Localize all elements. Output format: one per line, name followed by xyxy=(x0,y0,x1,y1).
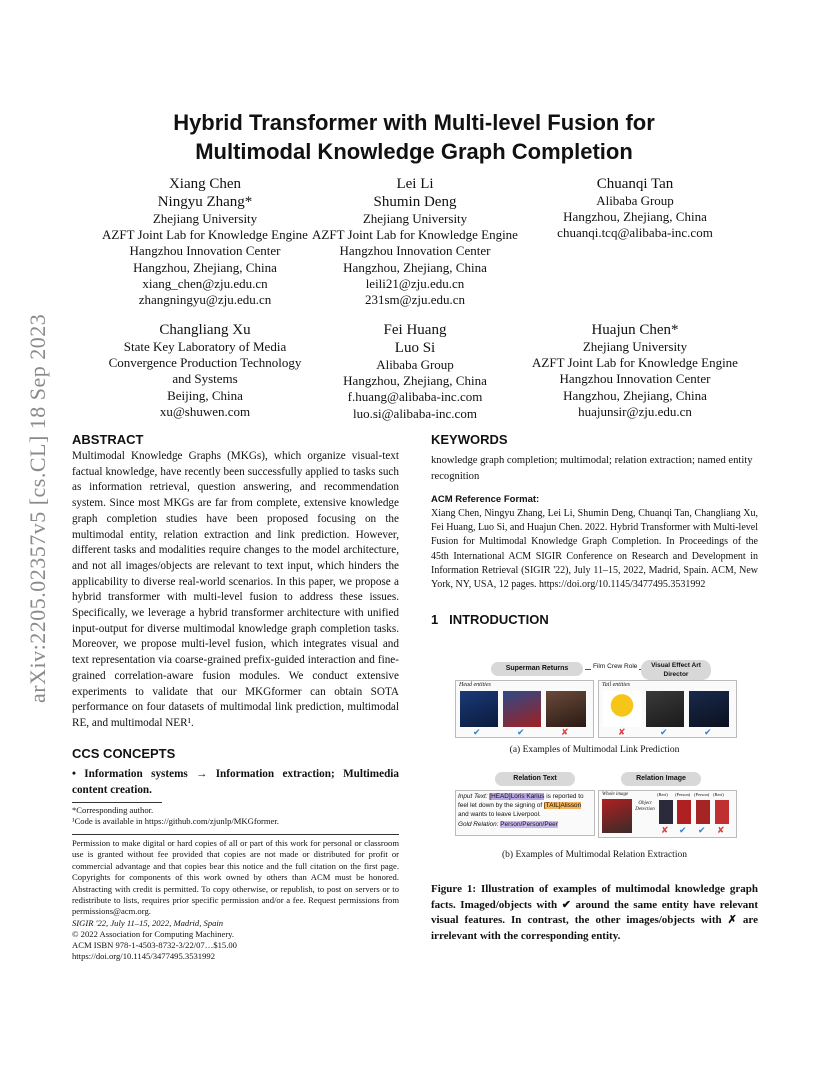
author-name: Luo Si xyxy=(394,340,436,356)
affiliation: Alibaba Group xyxy=(376,357,454,372)
email: leili21@zju.edu.cn xyxy=(365,275,465,291)
head-entities-label: Head entities xyxy=(459,682,491,688)
email: luo.si@alibaba-inc.com xyxy=(353,405,477,421)
relation-label: Film Crew Role xyxy=(593,663,638,670)
check-icon: ✔ xyxy=(517,728,525,738)
author-name: Fei Huang xyxy=(383,322,447,338)
tail-entity-pill: Visual Effect Art Director xyxy=(641,660,711,680)
head-entity-pill: Superman Returns xyxy=(491,662,583,676)
image-thumbnail xyxy=(603,691,641,727)
affiliation: Zhejiang University xyxy=(582,339,688,354)
abstract-heading: ABSTRACT xyxy=(72,432,144,447)
object-thumbnail xyxy=(696,800,710,824)
check-icon: ✔ xyxy=(679,826,687,836)
title-line-1: Hybrid Transformer with Multi-level Fusion for xyxy=(173,110,655,135)
arxiv-watermark: arXiv:2205.02357v5 [cs.CL] 18 Sep 2023 xyxy=(25,313,50,703)
image-thumbnail xyxy=(503,691,541,727)
email: chuanqi.tcq@alibaba-inc.com xyxy=(557,225,713,241)
tail-entities-label: Tail entities xyxy=(602,682,630,688)
image-thumbnail xyxy=(460,691,498,727)
object-detection-label: Object Detection xyxy=(635,801,655,812)
acm-ref-text: Xiang Chen, Ningyu Zhang, Lei Li, Shumin Deng, Chuanqi Tan, Changliang Xu, Fei Huang, Luo Si, and Huajun Chen. 2022. Hybrid Transformer with Multi-level Fusion for Multimodal Knowledge Graph Completion. In Proceedings of the 45th International ACM SIGIR Conference on Research and Development in Information Retrieval (SIGIR '22), July 11–15, 2022, Madrid, Spain. ACM, New York, NY, USA, 12 pages. https://doi.org/10.1145/3477495.3531992 xyxy=(431,508,758,591)
affiliation: Hangzhou Innovation Center xyxy=(129,243,281,259)
check-icon: ✔ xyxy=(660,728,668,738)
figure-1b-caption: (b) Examples of Multimodal Relation Extraction xyxy=(502,850,687,860)
object-thumbnail xyxy=(659,800,673,824)
conference-line: SIGIR '22, July 11–15, 2022, Madrid, Spain xyxy=(72,918,224,928)
author-name: Lei Li xyxy=(396,176,434,192)
keywords-heading: KEYWORDS xyxy=(431,432,508,447)
author-name: Chuanqi Tan xyxy=(596,176,674,192)
relation-text-panel xyxy=(455,790,595,836)
image-thumbnail xyxy=(689,691,729,727)
affiliation: State Key Laboratory of Media xyxy=(123,339,287,354)
cross-icon: ✘ xyxy=(717,826,725,836)
location: Hangzhou, Zhejiang, China xyxy=(133,259,277,275)
cross-icon: ✘ xyxy=(618,728,626,738)
check-icon: ✔ xyxy=(473,728,481,738)
object-label: (Bert) xyxy=(713,792,724,797)
title-line-2: Multimodal Knowledge Graph Completion xyxy=(195,139,633,164)
object-label: (Person) xyxy=(694,792,710,797)
keywords-text: knowledge graph completion; multimodal; relation extraction; named entity recognition xyxy=(431,455,753,482)
affiliation: Hangzhou Innovation Center xyxy=(559,371,711,387)
location: Beijing, China xyxy=(167,387,243,403)
paper-title xyxy=(0,108,828,166)
whole-image-label: Whole image xyxy=(602,792,629,797)
permission-rule xyxy=(72,834,399,835)
object-label: (Bert) xyxy=(657,792,668,797)
input-text-label: Input Text: xyxy=(458,793,488,800)
relation-image-pill: Relation Image xyxy=(621,772,701,786)
relation-text-pill: Relation Text xyxy=(495,772,575,786)
footnote: *Corresponding author. xyxy=(72,805,154,815)
footnote: ¹Code is available in https://github.com/zjunlp/MKGformer. xyxy=(72,816,279,827)
section-number: 1 xyxy=(431,612,439,627)
isbn-line: ACM ISBN 978-1-4503-8732-3/22/07…$15.00 xyxy=(72,940,237,950)
object-label: (Person) xyxy=(675,792,691,797)
input-text: feel let down by the signing of xyxy=(458,802,544,810)
gold-relation: Person/Person/Peer xyxy=(500,820,558,828)
author-name: Xiang Chen xyxy=(168,176,242,192)
author-name: Huajun Chen* xyxy=(591,322,679,338)
image-thumbnail xyxy=(646,691,684,727)
location: Hangzhou, Zhejiang, China xyxy=(563,209,707,225)
affiliation: Hangzhou Innovation Center xyxy=(339,243,491,259)
check-icon: ✔ xyxy=(704,728,712,738)
gold-relation-label: Gold Relation: xyxy=(458,820,499,828)
affiliation: AZFT Joint Lab for Knowledge Engine xyxy=(532,355,738,371)
input-text: is reported to xyxy=(544,793,584,800)
location: Hangzhou, Zhejiang, China xyxy=(343,259,487,275)
affiliation: Alibaba Group xyxy=(596,193,674,208)
abstract-text: Multimodal Knowledge Graphs (MKGs), which organize visual-text factual knowledge, have recently been successfully applied to tasks such as information retrieval, question answering, and recommendation system. Since most MKGs are far from complete, extensive knowledge graph completion studies have been proposed focusing on the multimodal entity, relation extraction and link prediction. However, different tasks and modalities require changes to the model architecture, and not all images/objects are relevant to text input, which hinders the applicability to diverse real-world scenarios. In this paper, we propose a hybrid transformer with multi-level fusion to address these issues. Specifically, we leverage a hybrid transformer architecture with unified input-output for diverse multimodal knowledge graph completion tasks. Moreover, we propose multi-level fusion, which integrates visual and text representation via coarse-grained prefix-guided interaction and fine-grained correlation-aware fusion modules. We conduct extensive experiments to validate that our MKGformer can obtain SOTA performance on four datasets of multimodal link prediction, multimodal RE, and multimodal NER¹. xyxy=(72,450,399,729)
object-thumbnail xyxy=(715,800,729,824)
affiliation: and Systems xyxy=(172,371,238,387)
author-name: Changliang Xu xyxy=(159,322,251,338)
figure-1a-caption: (a) Examples of Multimodal Link Prediction xyxy=(509,745,680,755)
author-block-6 xyxy=(500,321,770,420)
tail-token: [TAIL]Alisson xyxy=(543,802,582,810)
affiliation: Convergence Production Technology xyxy=(108,355,302,371)
whole-image-thumbnail xyxy=(602,799,632,833)
figure-1b xyxy=(455,770,735,840)
footnotes xyxy=(72,805,399,827)
affiliation: AZFT Joint Lab for Knowledge Engine xyxy=(102,227,308,243)
copyright-line: © 2022 Association for Computing Machinery. xyxy=(72,929,235,939)
email: xiang_chen@zju.edu.cn xyxy=(142,275,268,291)
footnote-rule xyxy=(72,802,162,803)
image-thumbnail xyxy=(546,691,586,727)
location: Hangzhou, Zhejiang, China xyxy=(343,373,487,389)
permission-text: Permission to make digital or hard copies of all or part of this work for personal or classroom use is granted without fee provided that copies are not made or distributed for profit or commercial advantage and that copies bear this notice and the full citation on the first page. Copyrights for components of this work owned by others than ACM must be honored. Abstracting with credit is permitted. To copy otherwise, or republish, to post on servers or to redistribute to lists, requires prior specific permission and/or a fee. Request permissions from permissions@acm.org. xyxy=(72,838,399,917)
section-title: INTRODUCTION xyxy=(449,612,549,627)
input-text: and wants to leave Liverpool. xyxy=(458,811,541,819)
author-name: Ningyu Zhang* xyxy=(157,194,253,210)
ccs-text: • Information systems → Information extraction; Multimedia content creation. xyxy=(72,768,399,796)
doi-line: https://doi.org/10.1145/3477495.3531992 xyxy=(72,951,215,961)
affiliation: Zhejiang University xyxy=(152,211,258,226)
cross-icon: ✘ xyxy=(661,826,669,836)
email: zhangningyu@zju.edu.cn xyxy=(138,292,272,308)
author-name: Shumin Deng xyxy=(373,194,457,210)
location: Hangzhou, Zhejiang, China xyxy=(563,387,707,403)
email: xu@shuwen.com xyxy=(159,403,251,419)
email: 231sm@zju.edu.cn xyxy=(364,292,466,308)
affiliation: Zhejiang University xyxy=(362,211,468,226)
figure-1a xyxy=(455,660,735,742)
check-icon: ✔ xyxy=(698,826,706,836)
affiliation: AZFT Joint Lab for Knowledge Engine xyxy=(312,227,518,243)
author-block-3 xyxy=(500,175,770,242)
object-thumbnail xyxy=(677,800,691,824)
intro-heading xyxy=(431,612,549,627)
email: huajunsir@zju.edu.cn xyxy=(578,403,692,419)
ccs-heading: CCS CONCEPTS xyxy=(72,746,176,761)
cross-icon: ✘ xyxy=(561,728,569,738)
figure-1-caption: Figure 1: Illustration of examples of multimodal knowledge graph facts. Imaged/objects with ✔ around the same entity have relevant visual features. In contrast, the other images/objects with ✗ are irrelevant with the corresponding entity. xyxy=(431,883,758,942)
head-token: [HEAD]Loris Karius xyxy=(489,793,545,800)
acm-ref-heading: ACM Reference Format: xyxy=(431,494,540,505)
email: f.huang@alibaba-inc.com xyxy=(347,389,483,405)
